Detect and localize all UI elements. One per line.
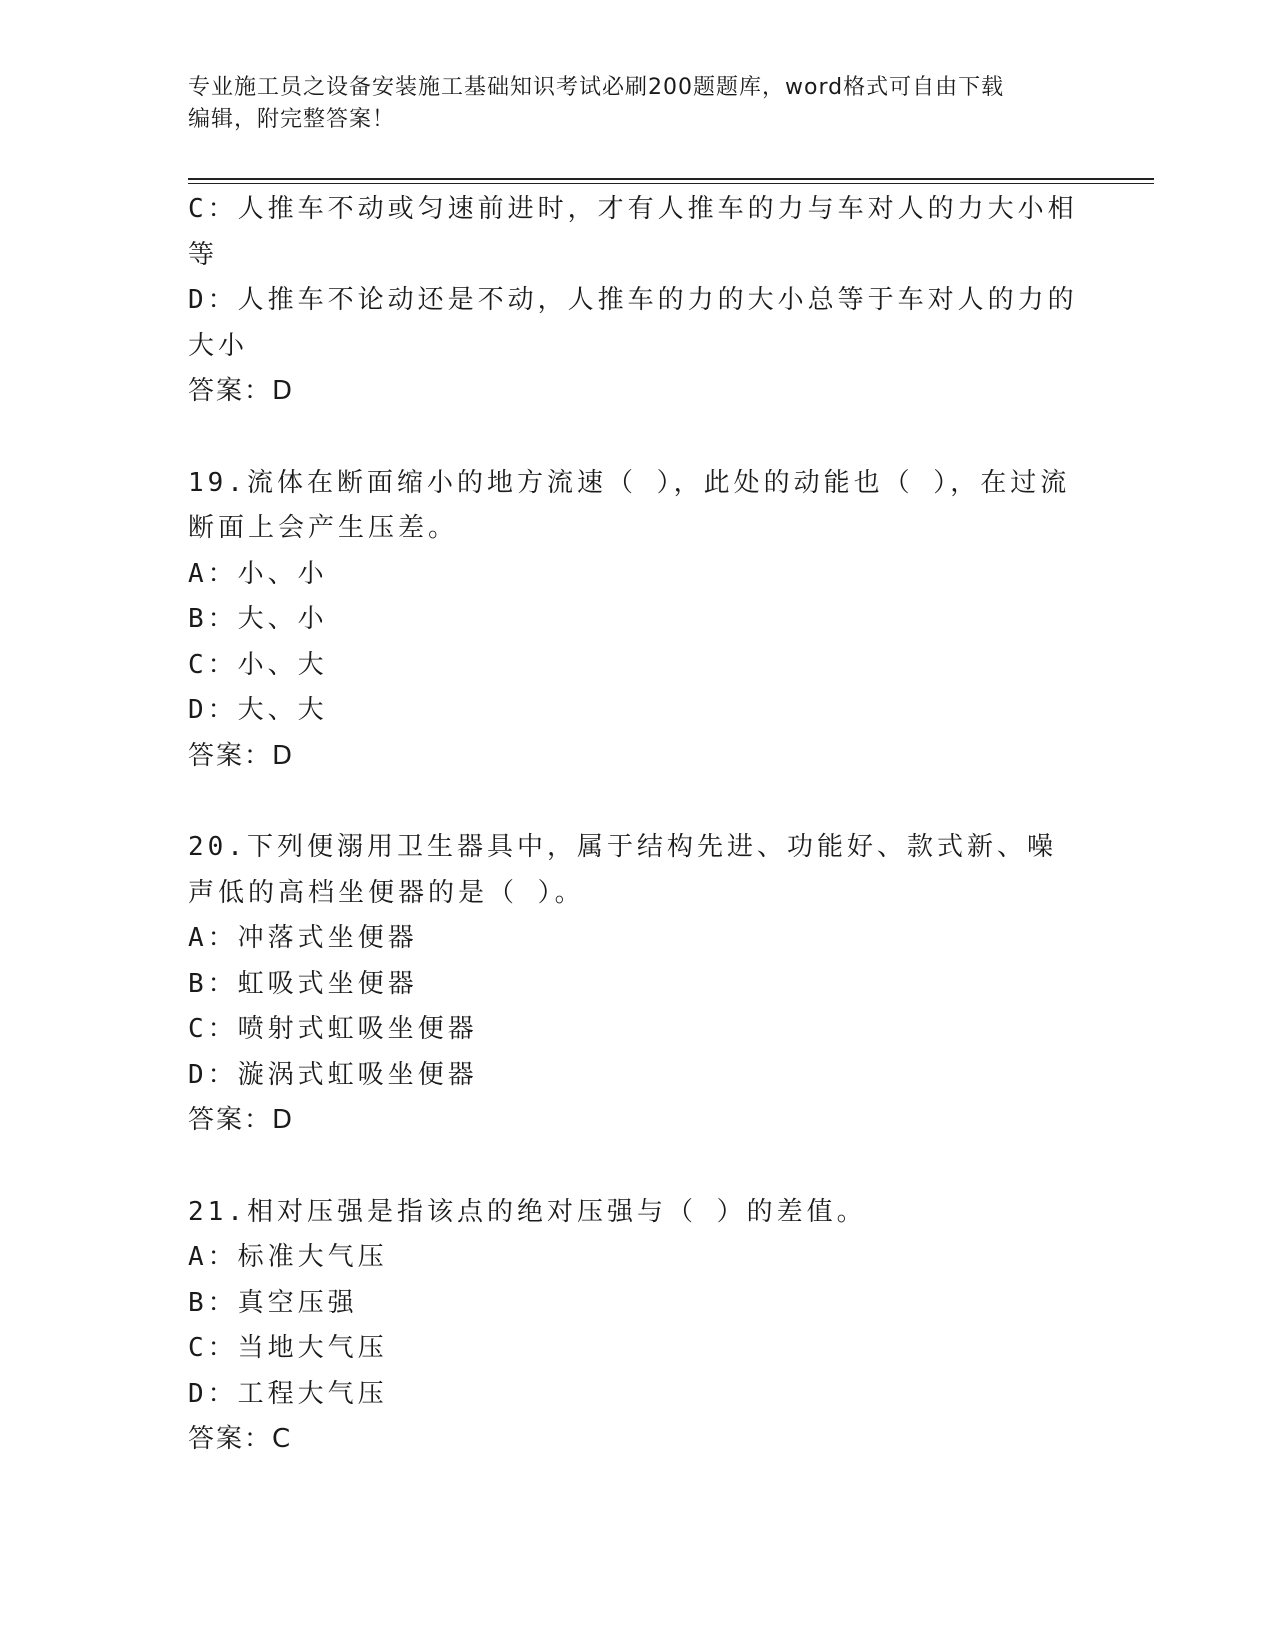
option-c: C：喷射式虹吸坐便器: [188, 1014, 478, 1044]
header-line-2: 编辑，附完整答案！: [188, 107, 396, 132]
answer-line: 答案：D: [188, 1105, 295, 1135]
question-21: [188, 1190, 1078, 1463]
option-d: D：大、大: [188, 695, 328, 725]
question-19: [188, 461, 1078, 780]
option-a: A：冲落式坐便器: [188, 923, 418, 953]
option-c: C：小、大: [188, 649, 328, 680]
question-20: [188, 825, 1078, 1144]
question-stem: 19.流体在断面缩小的地方流速（ ），此处的动能也（ ），在过流断面上会产生压差。: [188, 467, 1071, 543]
option-b: B：虹吸式坐便器: [188, 968, 418, 999]
option-a: A：标准大气压: [188, 1242, 388, 1272]
header-divider-thick: [188, 178, 1154, 180]
header-divider-thin: [188, 183, 1154, 184]
question-stem: 20.下列便溺用卫生器具中，属于结构先进、功能好、款式新、噪声低的高档坐便器的是（ ）。: [188, 832, 1057, 908]
option-d: D：人推车不论动还是不动，人推车的力的大小总等于车对人的力的大小: [188, 285, 1078, 361]
question-stem: 21.相对压强是指该点的绝对压强与（ ）的差值。: [188, 1196, 867, 1227]
option-c: C：人推车不动或匀速前进时，才有人推车的力与车对人的力大小相等: [188, 194, 1078, 270]
option-b: B：真空压强: [188, 1287, 358, 1318]
question-content: [188, 187, 1078, 1463]
option-d: D：漩涡式虹吸坐便器: [188, 1059, 478, 1090]
document-header: [188, 72, 1068, 136]
option-d: D：工程大气压: [188, 1378, 388, 1409]
answer-line: 答案：D: [188, 376, 295, 406]
option-a: A：小、小: [188, 558, 328, 589]
answer-line: 答案：D: [188, 740, 295, 771]
option-b: B：大、小: [188, 604, 328, 634]
option-c: C：当地大气压: [188, 1333, 388, 1363]
answer-line: 答案：C: [188, 1424, 293, 1454]
header-line-1: 专业施工员之设备安装施工基础知识考试必刷200题题库，word格式可自由下载: [188, 75, 1005, 100]
